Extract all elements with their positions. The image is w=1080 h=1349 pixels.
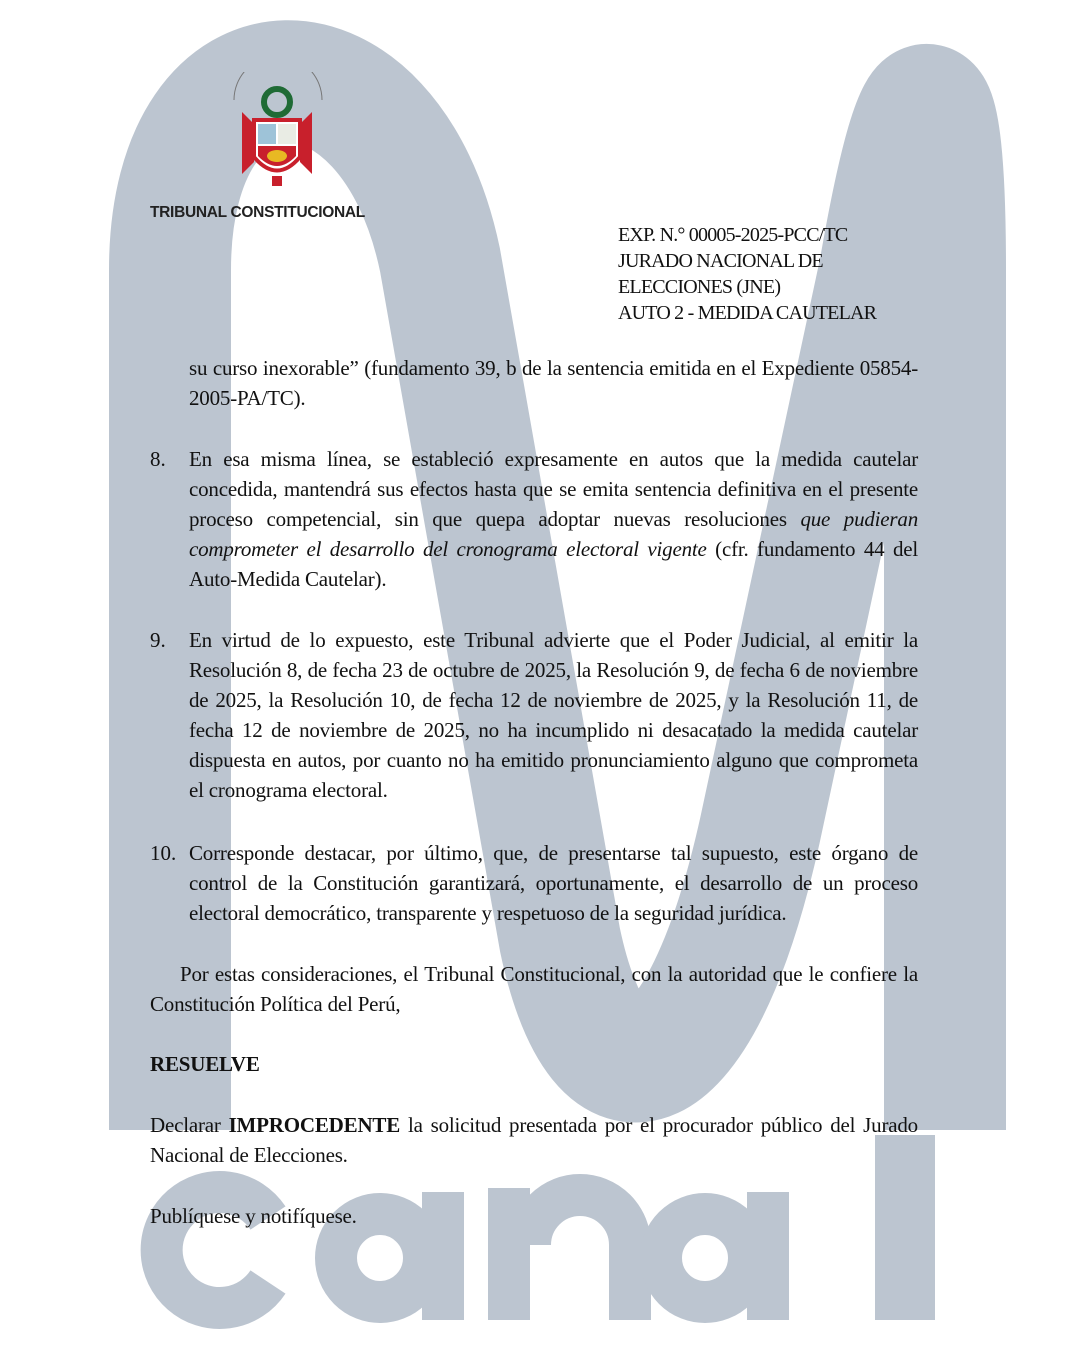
document-body [150,353,918,1231]
paragraph-9-block [150,625,918,805]
continuation-paragraph: su curso inexorable” (fundamento 39, b de la sentencia emitida en el Expediente 05854-2005-PA/TC). [189,356,918,410]
resolve-heading: RESUELVE [150,1052,260,1076]
institution-name: TRIBUNAL CONSTITUCIONAL [150,204,365,221]
paragraph-8-italic: que pudieran comprometer el desarrollo del cronograma electoral vigente [189,507,919,561]
paragraph-8-text-a: En esa misma línea, se estableció expresamente en autos que la medida cautelar concedida, mantendrá sus efectos hasta que se emita sentencia definitiva en el presente proceso competencial, sin que quepa adoptar nuevas resoluciones [189,447,918,531]
paragraph-10: Corresponde destacar, por último, que, de presentarse tal supuesto, este órgano de control de la Constitución garantizará, oportunamente, el desarrollo de un proceso electoral democrático, transparente y respetuoso de la seguridad jurídica. [189,841,918,925]
case-party-line1: JURADO NACIONAL DE [618,250,823,272]
paragraph-9: En virtud de lo expuesto, este Tribunal advierte que el Poder Judicial, al emitir la Resolución 8, de fecha 23 de octubre de 2025, la Resolución 9, de fecha 6 de noviembre de 2025, la Resolución 10, de fecha 12 de noviembre de 2025, y la Resolución 11, de fecha 12 de noviembre de 2025, no ha incumplido ni desacatado la medida cautelar dispuesta en autos, por cuanto no ha emitido pronunciamiento alguno que comprometa el cronograma electoral. [189,628,918,802]
paragraph-10-block [150,838,918,928]
decision-paragraph [150,1110,918,1170]
paragraph-number-10: 10. [150,841,177,865]
case-type: AUTO 2 - MEDIDA CAUTELAR [618,302,877,324]
paragraph-number-9: 9. [150,628,166,652]
case-header [618,222,876,326]
case-number: EXP. N.° 00005-2025-PCC/TC [618,224,848,246]
peru-coat-of-arms-logo [222,72,332,192]
considerations-paragraph: Por estas consideraciones, el Tribunal Constitucional, con la autoridad que le confiere la Constitución Política del Perú, [150,962,918,1016]
paragraph-8 [189,444,918,594]
closing-line: Publíquese y notifíquese. [150,1204,357,1228]
paragraph-number-8: 8. [150,447,166,471]
case-party-line2: ELECCIONES (JNE) [618,276,781,298]
decision-text-a: Declarar [150,1113,229,1137]
paragraph-8-text-b: (cfr. fundamento 44 del Auto-Medida Cautelar). [189,537,919,591]
paragraph-8-block [150,444,918,594]
decision-text-b: la solicitud presentada por el procurador público del Jurado Nacional de Elecciones. [150,1113,918,1167]
decision-verdict: IMPROCEDENTE [228,1113,401,1137]
